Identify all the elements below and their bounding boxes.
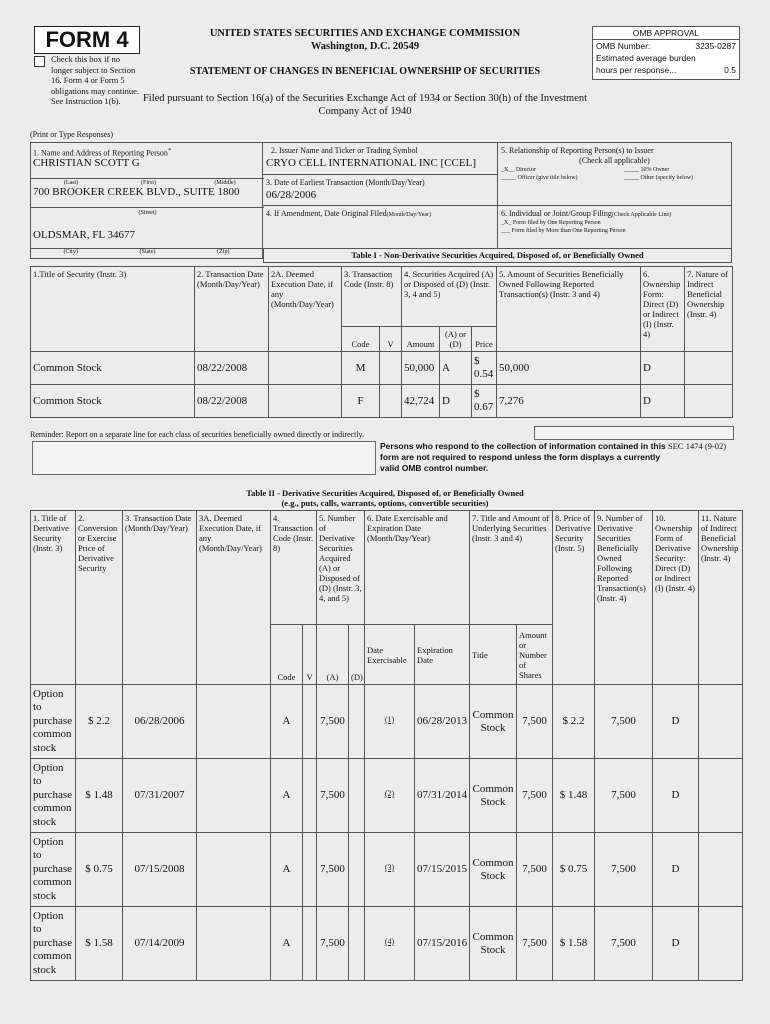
t1-h-title: 1.Title of Security (Instr. 3): [31, 267, 195, 352]
t1-r1-title: Common Stock: [31, 385, 195, 418]
t2-h-exercisable: 6. Date Exercisable and Expiration Date (Month/Day/Year): [365, 511, 470, 625]
t2-r1-price: $ 1.48: [553, 759, 595, 833]
t2-r0-a: 7,500: [317, 685, 349, 759]
t2-r0-price: $ 2.2: [553, 685, 595, 759]
table2-header-row: [31, 511, 743, 625]
t2-h-number: 5. Number of Derivative Securities Acquired (A) or Disposed of (D) (Instr. 3, 4, and 5): [317, 511, 365, 625]
filing-label-wrap: [501, 209, 671, 219]
t2-r3-nature: [699, 907, 743, 981]
t2-h-underlying: 7. Title and Amount of Underlying Securities (Instr. 3 and 4): [470, 511, 553, 625]
reporting-person-box: [30, 142, 263, 249]
sec-form-code: SEC 1474 (9-02): [668, 441, 727, 451]
t2-r3-a: 7,500: [317, 907, 349, 981]
t1-h-price-sub: Price: [472, 327, 497, 352]
t1-r1-v: [380, 385, 402, 418]
table-row: [31, 907, 743, 981]
t1-r0-form: D: [641, 352, 685, 385]
t2-h-date: 3. Transaction Date (Month/Day/Year): [123, 511, 197, 685]
t2-r3-owned: 7,500: [595, 907, 653, 981]
issuer-box: [262, 142, 498, 175]
t2-r0-underlying-amount: 7,500: [517, 685, 553, 759]
filing-multiple-persons: ___ Form filed by More than One Reporting Person: [501, 228, 626, 234]
persons-notice: Persons who respond to the collection of information contained in this form are not required to respond unless the form displays a currently valid OMB control number.: [380, 441, 666, 473]
table-row: [31, 685, 743, 759]
t2-r0-nature: [699, 685, 743, 759]
reminder-text: Reminder: Report on a separate line for each class of securities beneficially owned directly or indirectly.: [30, 430, 365, 439]
middle-label: (Middle): [214, 180, 236, 186]
t2-r3-d: [349, 907, 365, 981]
t2-h-v-sub: V: [303, 625, 317, 685]
table2: [30, 510, 743, 981]
t2-r2-a: 7,500: [317, 833, 349, 907]
t2-r0-code: A: [271, 685, 303, 759]
earliest-transaction-box: [262, 174, 498, 206]
t2-r0-form: D: [653, 685, 699, 759]
t1-r0-owned: 50,000: [497, 352, 641, 385]
t2-r2-d: [349, 833, 365, 907]
table2-title-wrap: [130, 488, 640, 508]
relationship-other: _____ Other (specify below): [624, 175, 694, 181]
t1-r0-date: 08/22/2008: [195, 352, 269, 385]
t1-r0-v: [380, 352, 402, 385]
t2-r2-code: A: [271, 833, 303, 907]
footnote-link[interactable]: (1): [384, 714, 395, 724]
t2-h-code-sub: Code: [271, 625, 303, 685]
t2-r0-underlying-title: Common Stock: [470, 685, 517, 759]
issuer-label: 2. Issuer Name and Ticker or Trading Symbol: [271, 146, 418, 155]
t1-h-code: 3. Transaction Code (Instr. 8): [342, 267, 402, 327]
omb-hours-label: hours per response...: [596, 65, 677, 75]
footnote-link[interactable]: (2): [384, 788, 395, 798]
t1-r1-aord: D: [440, 385, 472, 418]
t1-r0-title: Common Stock: [31, 352, 195, 385]
omb-number-value: 3235-0287: [695, 41, 736, 51]
omb-approval-box: [592, 26, 740, 80]
t2-r0-date: 06/28/2006: [123, 685, 197, 759]
t2-r3-date: 07/14/2009: [123, 907, 197, 981]
table-row: [31, 833, 743, 907]
t2-h-price: 8. Price of Derivative Security (Instr. 5): [553, 511, 595, 685]
agency-heading: [150, 27, 580, 53]
t1-h-securities: 4. Securities Acquired (A) or Disposed of (D) (Instr. 3, 4 and 5): [402, 267, 497, 327]
table1-header-row: [31, 267, 733, 327]
filed-pursuant-text: Filed pursuant to Section 16(a) of the Securities Exchange Act of 1934 or Section 30(h) of the Investment Company Act of 1940: [142, 93, 588, 117]
t2-h-a-sub: (A): [317, 625, 349, 685]
t1-h-code-sub: Code: [342, 327, 380, 352]
reporting-person-footnote: *: [167, 147, 172, 154]
t2-r2-owned: 7,500: [595, 833, 653, 907]
state-label: (State): [139, 249, 156, 255]
relationship-label: 5. Relationship of Reporting Person(s) to Issuer: [501, 146, 654, 155]
t2-r3-underlying-amount: 7,500: [517, 907, 553, 981]
t2-r1-title: Option to purchase common stock: [31, 759, 76, 833]
relationship-director: _X__ Director: [501, 167, 536, 173]
city-state-zip-labels: [30, 249, 263, 259]
t1-h-date: 2. Transaction Date (Month/Day/Year): [195, 267, 269, 352]
omb-title: OMB APPROVAL: [593, 27, 739, 40]
t2-r1-nature: [699, 759, 743, 833]
t1-r1-code: F: [342, 385, 380, 418]
statement-title: STATEMENT OF CHANGES IN BENEFICIAL OWNERSHIP OF SECURITIES: [189, 66, 541, 77]
filing-label: 6. Individual or Joint/Group Filing: [501, 209, 612, 218]
t2-r1-underlying-title: Common Stock: [470, 759, 517, 833]
amendment-label: 4. If Amendment, Date Original Filed: [266, 209, 387, 218]
t2-r1-deemed: [197, 759, 271, 833]
print-type-note: (Print or Type Responses): [30, 130, 114, 139]
t2-r1-conversion: $ 1.48: [76, 759, 123, 833]
t2-r2-date: 07/15/2008: [123, 833, 197, 907]
t1-r1-owned: 7,276: [497, 385, 641, 418]
t2-r1-d: [349, 759, 365, 833]
t2-h-conversion: 2. Conversion or Exercise Price of Derivative Security: [76, 511, 123, 685]
filing-sub-label: (Check Applicable Line): [611, 212, 672, 218]
amendment-box: [262, 205, 498, 249]
t1-h-v-sub: V: [380, 327, 402, 352]
reporting-city-state-zip: OLDSMAR, FL 34677: [33, 229, 135, 241]
table2-subtitle: (e.g., puts, calls, warrants, options, convertible securities): [281, 498, 489, 508]
t2-h-d-sub: (D): [349, 625, 365, 685]
t2-r3-underlying-title: Common Stock: [470, 907, 517, 981]
t2-r2-price: $ 0.75: [553, 833, 595, 907]
t1-h-amount-sub: Amount: [402, 327, 440, 352]
t1-r0-aord: A: [440, 352, 472, 385]
agency-name: UNITED STATES SECURITIES AND EXCHANGE COMMISSION: [209, 28, 521, 39]
t1-r0-amount: 50,000: [402, 352, 440, 385]
footnote-link[interactable]: (4): [384, 936, 395, 946]
t2-r2-expiration: 07/15/2015: [415, 833, 470, 907]
t2-r2-title: Option to purchase common stock: [31, 833, 76, 907]
amendment-label-wrap: [266, 209, 431, 219]
t2-r2-nature: [699, 833, 743, 907]
t2-r1-exercisable-cell: [365, 759, 415, 833]
t2-r1-form: D: [653, 759, 699, 833]
t2-r3-conversion: $ 1.58: [76, 907, 123, 981]
t2-h-expiration: Expiration Date: [415, 625, 470, 685]
t2-h-code: 4. Transaction Code (Instr. 8): [271, 511, 317, 625]
relationship-sub-label: (Check all applicable): [579, 156, 650, 165]
t2-r3-code: A: [271, 907, 303, 981]
table-row: [31, 385, 733, 418]
t2-r3-expiration: 07/15/2016: [415, 907, 470, 981]
last-label: (Last): [63, 180, 79, 186]
omb-number-row: [593, 40, 739, 52]
t2-r0-expiration: 06/28/2013: [415, 685, 470, 759]
t2-h-deemed: 3A. Deemed Execution Date, if any (Month/Day/Year): [197, 511, 271, 685]
table2-title: Table II - Derivative Securities Acquired, Disposed of, or Beneficially Owned: [246, 488, 524, 498]
t2-r3-form: D: [653, 907, 699, 981]
t2-r3-price: $ 1.58: [553, 907, 595, 981]
t2-h-underlying-amount: Amount or Number of Shares: [517, 625, 553, 685]
t1-h-nature: 7. Nature of Indirect Beneficial Ownership (Instr. 4): [685, 267, 733, 352]
reporting-person-name: CHRISTIAN SCOTT G: [33, 157, 140, 169]
earliest-transaction-date: 06/28/2006: [266, 189, 317, 201]
t2-h-nature: 11. Nature of Indirect Beneficial Ownership (Instr. 4): [699, 511, 743, 685]
t2-r1-v: [303, 759, 317, 833]
t2-h-underlying-title: Title: [470, 625, 517, 685]
t1-r1-form: D: [641, 385, 685, 418]
t1-h-deemed: 2A. Deemed Execution Date, if any (Month/Day/Year): [269, 267, 342, 352]
t2-r0-d: [349, 685, 365, 759]
reporting-street: 700 BROOKER CREEK BLVD., SUITE 1800: [33, 186, 240, 198]
t2-r1-date: 07/31/2007: [123, 759, 197, 833]
omb-burden-row: [593, 52, 739, 64]
t1-h-owned: 5. Amount of Securities Beneficially Owned Following Reported Transaction(s) (Instr. 3 and 4): [497, 267, 641, 352]
t2-r2-underlying-title: Common Stock: [470, 833, 517, 907]
t2-r2-v: [303, 833, 317, 907]
checkbox-instructions: Check this box if no longer subject to Section 16. Form 4 or Form 5 obligations may continue. See Instruction 1(b).: [51, 54, 140, 106]
t2-r2-form: D: [653, 833, 699, 907]
t2-r3-v: [303, 907, 317, 981]
t2-r1-expiration: 07/31/2014: [415, 759, 470, 833]
t1-h-form: 6. Ownership Form: Direct (D) or Indirect (I) (Instr. 4): [641, 267, 685, 352]
t2-r3-deemed: [197, 907, 271, 981]
agency-location: Washington, D.C. 20549: [310, 41, 420, 52]
city-label: (City): [63, 249, 78, 255]
t1-r1-amount: 42,724: [402, 385, 440, 418]
relationship-officer: _____ Officer (give title below): [501, 175, 578, 181]
t2-r2-deemed: [197, 833, 271, 907]
t2-r1-code: A: [271, 759, 303, 833]
table1-title: Table I - Non-Derivative Securities Acquired, Disposed of, or Beneficially Owned: [263, 249, 732, 263]
omb-hours-value: 0.5: [724, 65, 736, 75]
first-label: (First): [141, 180, 156, 186]
omb-hours-row: [593, 64, 739, 76]
t1-r1-price: $ 0.67: [472, 385, 497, 418]
t2-r1-a: 7,500: [317, 759, 349, 833]
t2-r2-conversion: $ 0.75: [76, 833, 123, 907]
t1-r0-price: $ 0.54: [472, 352, 497, 385]
table-row: [31, 352, 733, 385]
issuer-name: CRYO CELL INTERNATIONAL INC [CCEL]: [266, 157, 476, 169]
reporting-person-label: 1. Name and Address of Reporting Person: [33, 148, 168, 158]
earliest-transaction-label: 3. Date of Earliest Transaction (Month/Day/Year): [266, 178, 425, 187]
reminder-box: [534, 426, 734, 440]
t2-h-owned: 9. Number of Derivative Securities Beneficially Owned Following Reported Transaction(s) (Instr. 4): [595, 511, 653, 685]
filing-one-person: _X_ Form filed by One Reporting Person: [501, 220, 601, 226]
amendment-sub-label: (Month/Day/Year): [386, 212, 432, 218]
t2-r3-title: Option to purchase common stock: [31, 907, 76, 981]
relationship-ten-percent-owner: _____ 10% Owner: [624, 167, 670, 173]
t2-r0-owned: 7,500: [595, 685, 653, 759]
t2-h-form: 10. Ownership Form of Derivative Security: Direct (D) or Indirect (I) (Instr. 4): [653, 511, 699, 685]
t2-r0-deemed: [197, 685, 271, 759]
table-row: [31, 759, 743, 833]
t2-r2-exercisable-cell: [365, 833, 415, 907]
t2-r0-v: [303, 685, 317, 759]
t1-r0-code: M: [342, 352, 380, 385]
footnote-link[interactable]: (3): [384, 862, 395, 872]
omb-number-label: OMB Number:: [596, 41, 651, 51]
table1: [30, 266, 733, 418]
t1-r1-deemed: [269, 385, 342, 418]
t2-h-date-exercisable: Date Exercisable: [365, 625, 415, 685]
t1-r0-deemed: [269, 352, 342, 385]
t2-r3-exercisable-cell: [365, 907, 415, 981]
zip-label: (Zip): [217, 249, 230, 255]
t1-r0-nature: [685, 352, 733, 385]
t1-h-aord-sub: (A) or (D): [440, 327, 472, 352]
relationship-box: [497, 142, 732, 206]
t2-r1-underlying-amount: 7,500: [517, 759, 553, 833]
t2-r0-conversion: $ 2.2: [76, 685, 123, 759]
no-longer-subject-checkbox[interactable]: [34, 56, 45, 67]
t2-r0-exercisable-cell: [365, 685, 415, 759]
filing-box: [497, 205, 732, 249]
form-title: FORM 4: [34, 26, 140, 54]
t2-h-title: 1. Title of Derivative Security (Instr. 3): [31, 511, 76, 685]
notice-box: [32, 441, 376, 475]
t2-r1-owned: 7,500: [595, 759, 653, 833]
t1-r1-date: 08/22/2008: [195, 385, 269, 418]
street-label: (Street): [31, 207, 264, 217]
t2-r2-underlying-amount: 7,500: [517, 833, 553, 907]
t2-r0-title: Option to purchase common stock: [31, 685, 76, 759]
t1-r1-nature: [685, 385, 733, 418]
omb-burden-label: Estimated average burden: [596, 53, 696, 63]
